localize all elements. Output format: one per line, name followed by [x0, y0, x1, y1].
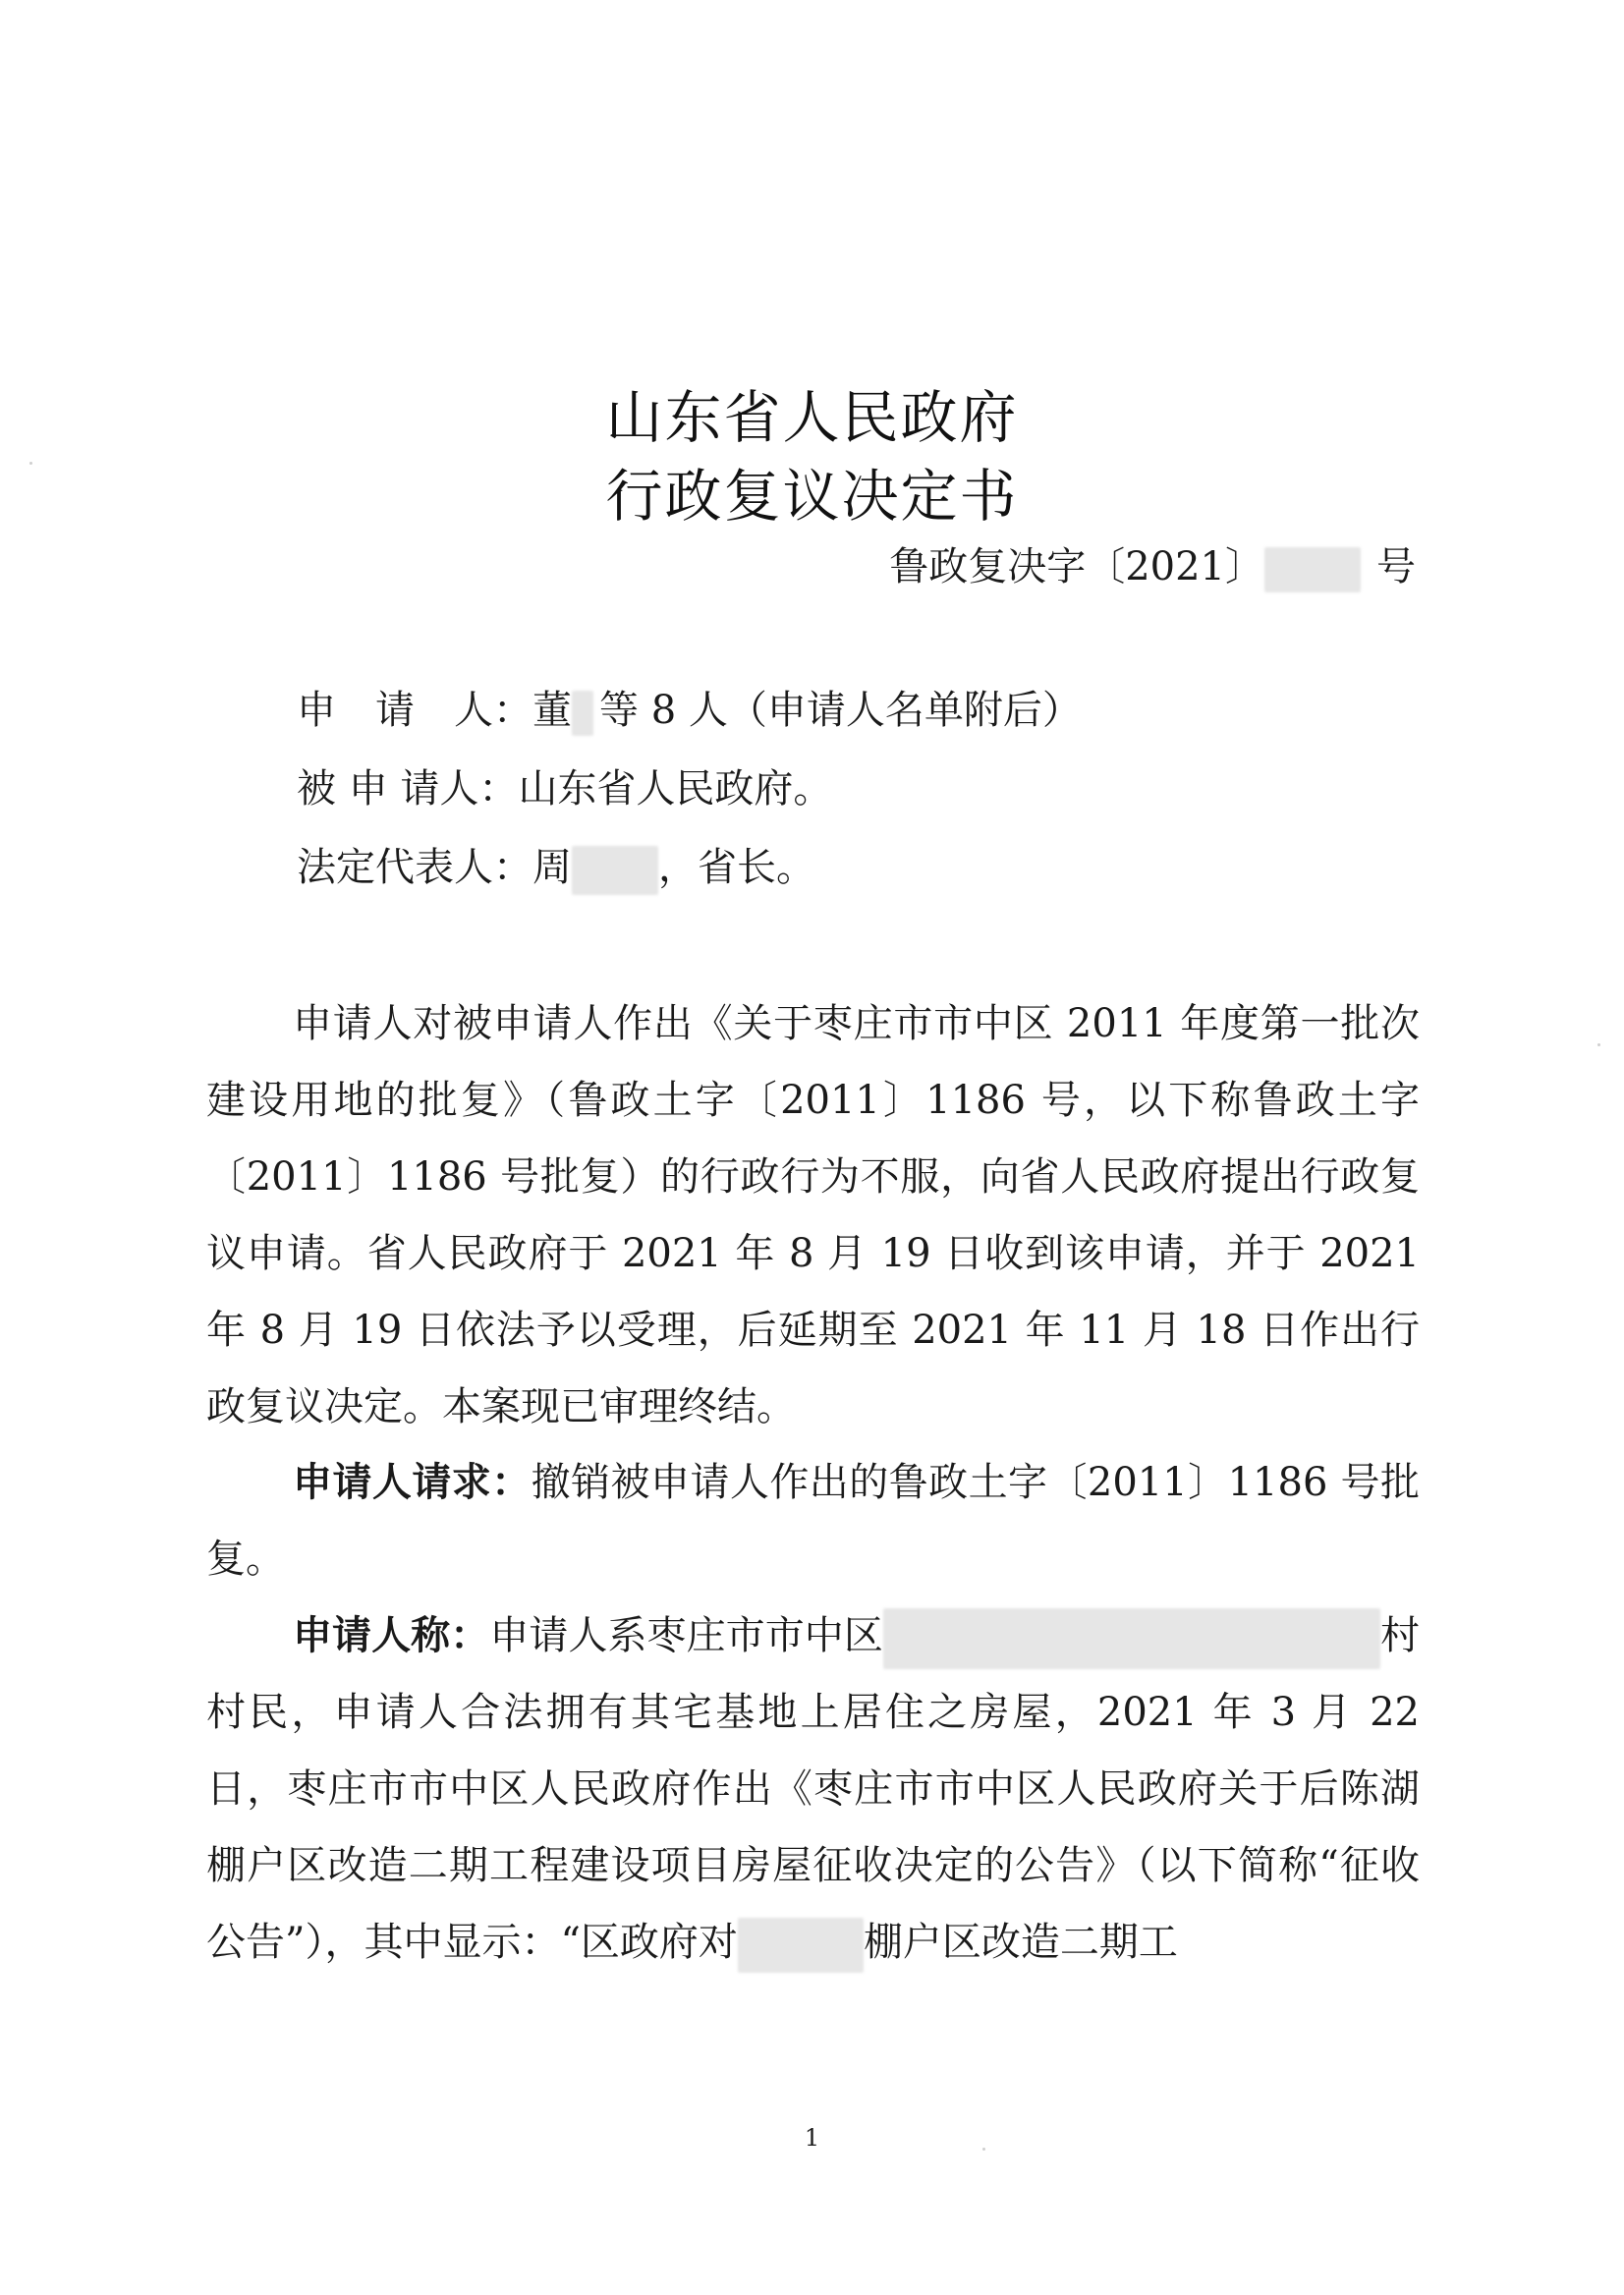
page-number: 1	[804, 2124, 820, 2152]
document-number-prefix: 鲁政复决字〔2021〕	[889, 544, 1264, 589]
scan-speck	[29, 462, 32, 465]
scan-speck	[1597, 1043, 1600, 1046]
case-summary-paragraph: 申请人对被申请人作出《关于枣庄市市中区 2011 年度第一批次建设用地的批复》（鲁政土字〔2011〕1186 号，以下称鲁政土字〔2011〕1186 号批复）的行政行为不服，向省人民政府提出行政复议申请。省人民政府于 2021 年 8 月 19 日收到该申请，并于 2021 年 8 月 19 日依法予以受理，后延期至 2021 年 11 月 18 日作出行政复议决定。本案现已审理终结。	[206, 1001, 1420, 1429]
legal-rep-label: 法定代表人：	[297, 845, 532, 890]
claim-label: 申请人称：	[293, 1612, 490, 1658]
applicant-name-suffix: 等 8 人（申请人名单附后）	[599, 688, 1082, 733]
applicant-line	[297, 681, 1082, 740]
claim-text-c: 棚户区改造二期工	[863, 1920, 1178, 1965]
document-title-line1: 山东省人民政府	[605, 384, 1019, 451]
claim-text-a: 申请人系枣庄市市中区	[489, 1613, 883, 1658]
request-paragraph	[206, 1444, 1420, 1597]
document-title-line2: 行政复议决定书	[605, 463, 1019, 530]
legal-rep-line	[297, 838, 815, 897]
redaction-block	[572, 846, 658, 895]
respondent-label: 被 申 请人：	[297, 766, 519, 812]
request-label: 申请人请求：	[293, 1459, 532, 1505]
legal-rep-suffix: ，省长。	[658, 845, 815, 890]
request-text: 撤销被申请人作出的鲁政土字〔2011〕1186 号批复。	[206, 1460, 1420, 1582]
claim-paragraph	[206, 1597, 1420, 1981]
applicant-name-prefix: 董	[532, 688, 572, 733]
redaction-block	[572, 691, 593, 736]
respondent-value: 山东省人民政府。	[518, 766, 833, 812]
scan-speck	[982, 2148, 985, 2151]
redaction-block	[883, 1608, 1380, 1669]
claim-text-b: 村村民，申请人合法拥有其宅基地上居住之房屋，2021 年 3 月 22 日，枣庄市市中区人民政府作出《枣庄市市中区人民政府关于后陈湖棚户区改造二期工程建设项目房屋征收决定的公告》（以下简称“征收公告”），其中显示：“区政府对	[206, 1613, 1420, 1965]
document-number	[889, 535, 1416, 592]
applicant-label: 申 请 人：	[297, 688, 532, 733]
document-number-suffix: 号	[1376, 544, 1416, 589]
legal-rep-prefix: 周	[532, 845, 572, 890]
redaction-block	[1264, 547, 1361, 592]
respondent-line	[297, 759, 832, 818]
redaction-block	[738, 1918, 864, 1973]
